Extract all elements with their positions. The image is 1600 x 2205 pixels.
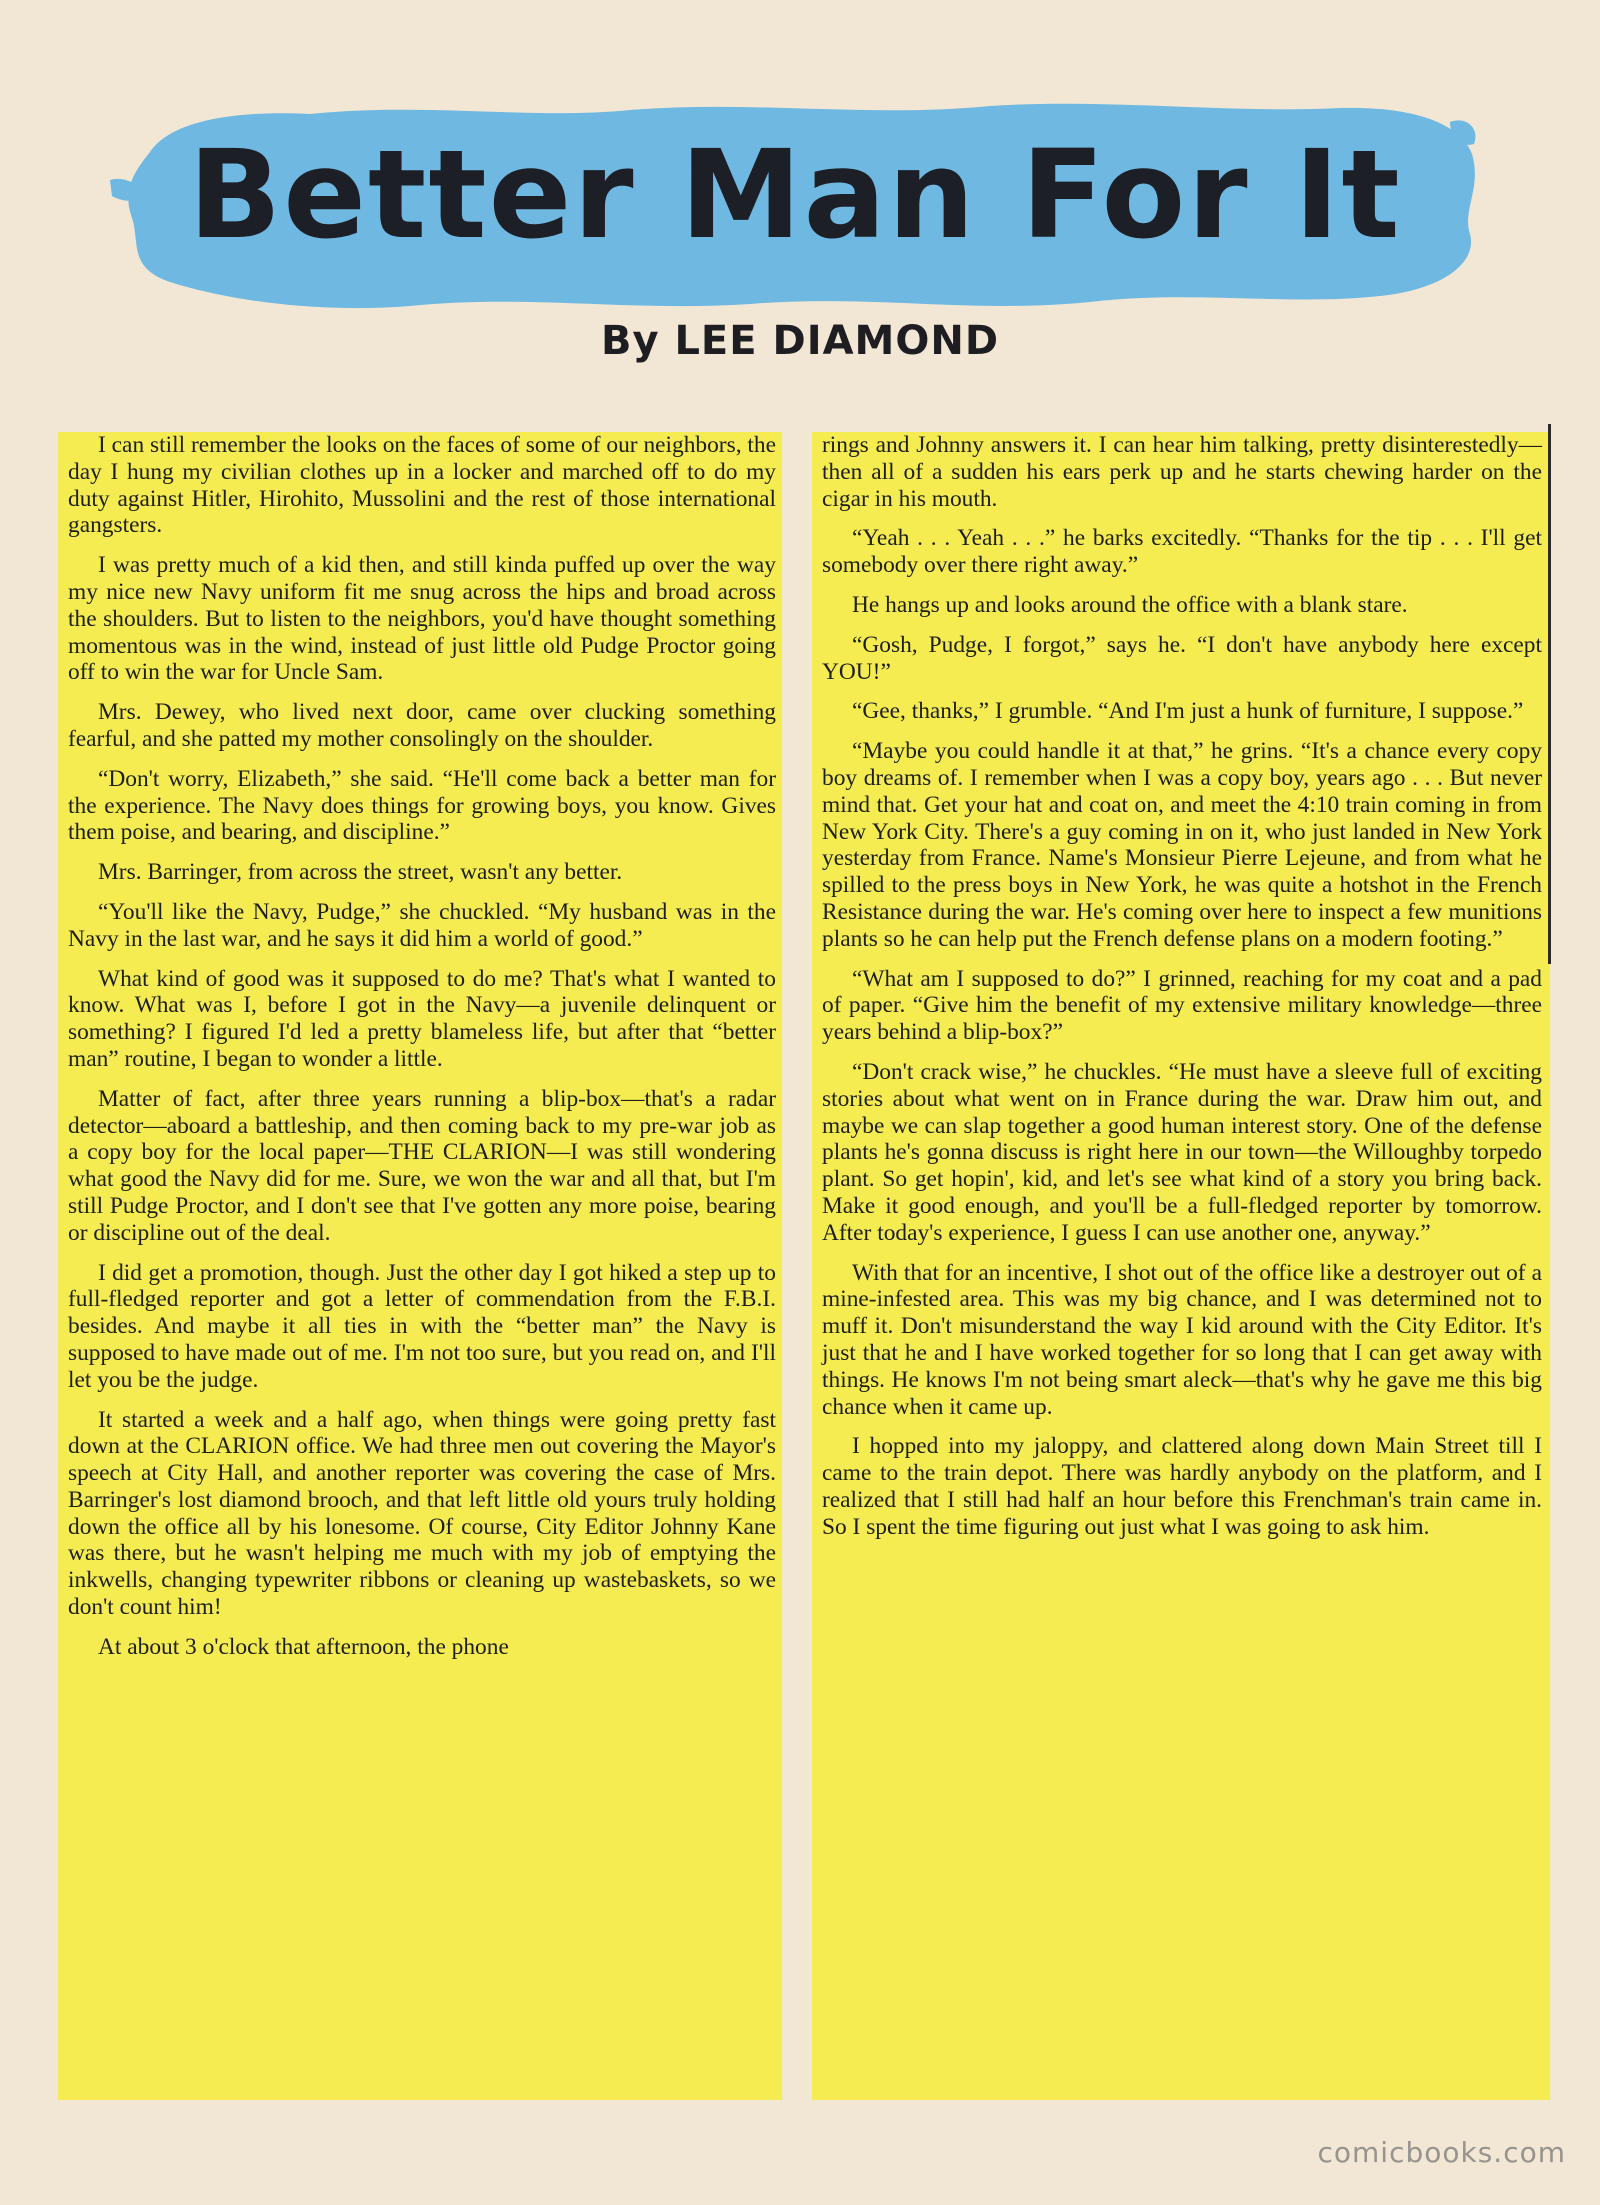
- paragraph: “Maybe you could handle it at that,” he grins. “It's a chance every copy boy dreams of. I remember when I was a copy boy, years ago . . . But never mind that. Get your hat and coat on, and meet the 4:10 train coming in from New York City. There's a guy coming in on it, who just landed in New York yesterday from France. Name's Monsieur Pierre Lejeune, and from what he spilled to the press boys in New York, he was quite a hotshot in the French Resistance during the war. He's coming over here to inspect a few munitions plants so he can help put the French defense plans on a modern footing.”: [822, 738, 1542, 952]
- paragraph: “Don't crack wise,” he chuckles. “He must have a sleeve full of exciting stories about what went on in France during the war. Draw him out, and maybe we can slap together a good human interest story. One of the defense plants he's gonna discuss is right here in our town—the Willoughby torpedo plant. So get hopin', kid, and let's see what kind of a story you bring back. Make it good enough, and you'll be a full-fledged reporter by tomorrow. After today's experience, I guess I can use another one, anyway.”: [822, 1058, 1542, 1246]
- paragraph: I hopped into my jaloppy, and clattered along down Main Street till I came to the train depot. There was hardly anybody on the platform, and I realized that I still had half an hour before this Frenchman's train came in. So I spent the time figuring out just what I was going to ask him.: [822, 1433, 1542, 1540]
- paragraph: He hangs up and looks around the office with a blank stare.: [852, 591, 1408, 618]
- paragraph: “You'll like the Navy, Pudge,” she chuckled. “My husband was in the Navy in the last war, and he says it did him a world of good.”: [68, 898, 776, 952]
- paragraph: Mrs. Barringer, from across the street, wasn't any better.: [98, 859, 623, 886]
- title-splash-banner: [110, 92, 1480, 317]
- paragraph: “Yeah . . . Yeah . . .” he barks excitedly. “Thanks for the tip . . . I'll get somebody over there right away.”: [822, 525, 1542, 579]
- paragraph: Mrs. Dewey, who lived next door, came over clucking something fearful, and she patted my mother consolingly on the shoulder.: [68, 699, 776, 752]
- site-watermark: comicbooks.com: [1317, 2136, 1566, 2169]
- paragraph-continuation: rings and Johnny answers it. I can hear him talking, pretty disinterestedly—then all of a sudden his ears perk up and he starts chewing harder on the cigar in his mouth.: [822, 432, 1542, 512]
- paragraph: Matter of fact, after three years running a blip-box—that's a radar detector—aboard a battleship, and then coming back to my pre-war job as a copy boy for the local paper—THE CLARION—I was still wondering what good the Navy did for me. Sure, we won the war and all that, but I'm still Pudge Proctor, and I don't see that I've gotten any more poise, bearing or discipline out of the deal.: [68, 1085, 776, 1246]
- story-byline: By LEE DIAMOND: [600, 318, 1000, 364]
- paragraph: At about 3 o'clock that afternoon, the phone: [98, 1633, 509, 1660]
- paragraph: “Don't worry, Elizabeth,” she said. “He'll come back a better man for the experience. The Navy does things for growing boys, you know. Gives them poise, and bearing, and discipline.”: [68, 765, 776, 846]
- story-title: Better Man For It: [188, 124, 1402, 266]
- paragraph: I can still remember the looks on the faces of some of our neighbors, the day I hung my civilian clothes up in a locker and marched off to do my duty against Hitler, Hirohito, Mussolini and the rest of those international gangsters.: [68, 432, 776, 539]
- paragraph: “Gosh, Pudge, I forgot,” says he. “I don't have anybody here except YOU!”: [822, 631, 1542, 685]
- right-text-column: [812, 432, 1550, 2100]
- paragraph: “What am I supposed to do?” I grinned, reaching for my coat and a pad of paper. “Give him the benefit of my extensive military knowledge—three years behind a blip-box?”: [822, 965, 1542, 1046]
- paragraph: What kind of good was it supposed to do me? That's what I wanted to know. What was I, before I got in the Navy—a juvenile delinquent or something? I figured I'd led a pretty blameless life, but after that “better man” routine, I began to wonder a little.: [68, 965, 776, 1072]
- paragraph: With that for an incentive, I shot out of the office like a destroyer out of a mine-infested area. This was my big chance, and I was determined not to muff it. Don't misunderstand the way I kid around with the City Editor. It's just that he and I have worked together for so long that I can get away with things. He knows I'm not being smart aleck—that's why he gave me this big chance when it came up.: [822, 1259, 1542, 1420]
- paragraph: I did get a promotion, though. Just the other day I got hiked a step up to full-fledged reporter and got a letter of commendation from the F.B.I. besides. And maybe it all ties in with the “better man” the Navy is supposed to have made out of me. I'm not too sure, but you read on, and I'll let you be the judge.: [68, 1259, 776, 1393]
- left-text-column: [58, 432, 782, 2100]
- column-edge-rule: [1548, 424, 1551, 964]
- paragraph: It started a week and a half ago, when things were going pretty fast down at the CLARION office. We had three men out covering the Mayor's speech at City Hall, and another reporter was covering the case of Mrs. Barringer's lost diamond brooch, and that left little old yours truly holding down the office all by his lonesome. Of course, City Editor Johnny Kane was there, but he wasn't helping me much with my job of emptying the inkwells, changing typewriter ribbons or cleaning up wastebaskets, so we don't count him!: [68, 1406, 776, 1621]
- paragraph: “Gee, thanks,” I grumble. “And I'm just a hunk of furniture, I suppose.”: [852, 698, 1524, 725]
- paragraph: I was pretty much of a kid then, and still kinda puffed up over the way my nice new Navy uniform fit me snug across the hips and broad across the shoulders. But to listen to the neighbors, you'd have thought something momentous was in the wind, instead of just little old Pudge Proctor going off to win the war for Uncle Sam.: [68, 552, 776, 686]
